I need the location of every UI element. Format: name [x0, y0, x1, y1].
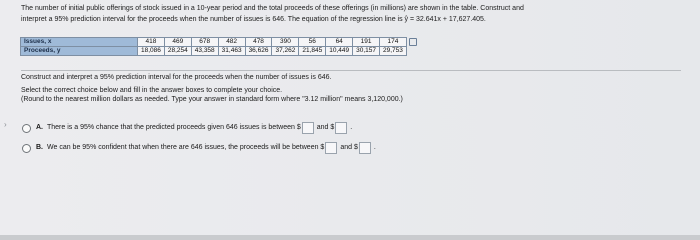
question-prompt: Construct and interpret a 95% prediction interval for the proceeds when the number of issues is 646.	[21, 74, 332, 81]
table-cell: 469	[164, 38, 191, 47]
table-cell: 478	[245, 38, 272, 47]
round-instruction: (Round to the nearest million dollars as needed. Type your answer in standard form where "3.12 million" means 3,120,000.)	[21, 96, 403, 103]
table-cell: 21,845	[299, 47, 326, 56]
choice-b-end: .	[373, 144, 376, 151]
row-label-issues: Issues, x	[21, 38, 138, 47]
choice-b-text: We can be 95% confident that when there are 646 issues, the proceeds will be between $	[47, 144, 325, 151]
choice-b[interactable]	[22, 142, 376, 154]
table-cell: 43,358	[191, 47, 218, 56]
radio-choice-a[interactable]	[22, 124, 31, 133]
divider	[21, 70, 681, 71]
table-cell: 678	[191, 38, 218, 47]
choice-b-mid: and $	[340, 144, 358, 151]
select-instruction: Select the correct choice below and fill in the answer boxes to complete your choice.	[21, 87, 283, 94]
row-label-proceeds: Proceeds, y	[21, 47, 138, 56]
table-cell: 191	[353, 38, 380, 47]
table-cell: 31,463	[218, 47, 245, 56]
problem-text-line-1: The number of initial public offerings of stock issued in a 10-year period and the total proceeds of these offerings (in millions) are shown in the table. Construct and	[21, 5, 524, 12]
choice-a[interactable]	[22, 122, 352, 134]
table-cell: 36,626	[245, 47, 272, 56]
choice-b-letter: B.	[36, 144, 43, 151]
table-cell: 418	[138, 38, 165, 47]
answer-box-a-upper[interactable]	[335, 122, 347, 134]
table-cell: 30,157	[353, 47, 380, 56]
table-cell: 390	[272, 38, 299, 47]
answer-box-b-upper[interactable]	[359, 142, 371, 154]
chevron-left-icon: ›	[4, 120, 7, 129]
choice-a-text: There is a 95% chance that the predicted proceeds given 646 issues is between $	[47, 124, 301, 131]
radio-choice-b[interactable]	[22, 144, 31, 153]
problem-text-line-2: interpret a 95% prediction interval for the proceeds when the number of issues is 646. The equation of the regression line is ŷ = 32.641x + 17,627.405.	[21, 16, 486, 23]
table-cell: 10,449	[326, 47, 353, 56]
copy-table-button[interactable]	[406, 38, 420, 47]
table-cell: 18,086	[138, 47, 165, 56]
table-cell: 482	[218, 38, 245, 47]
table-cell: 56	[299, 38, 326, 47]
choice-a-end: .	[350, 124, 353, 131]
data-table	[20, 37, 421, 56]
table-cell: 28,254	[164, 47, 191, 56]
table-row-proceeds	[21, 47, 421, 56]
copy-icon[interactable]	[409, 38, 417, 46]
table-spacer	[406, 47, 420, 56]
table-row-issues	[21, 38, 421, 47]
table-cell: 174	[380, 38, 407, 47]
table-cell: 64	[326, 38, 353, 47]
table-cell: 37,262	[272, 47, 299, 56]
choice-a-mid: and $	[316, 124, 335, 131]
answer-box-a-lower[interactable]	[302, 122, 314, 134]
table-cell: 29,753	[380, 47, 407, 56]
answer-box-b-lower[interactable]	[325, 142, 337, 154]
choice-a-letter: A.	[36, 124, 43, 131]
